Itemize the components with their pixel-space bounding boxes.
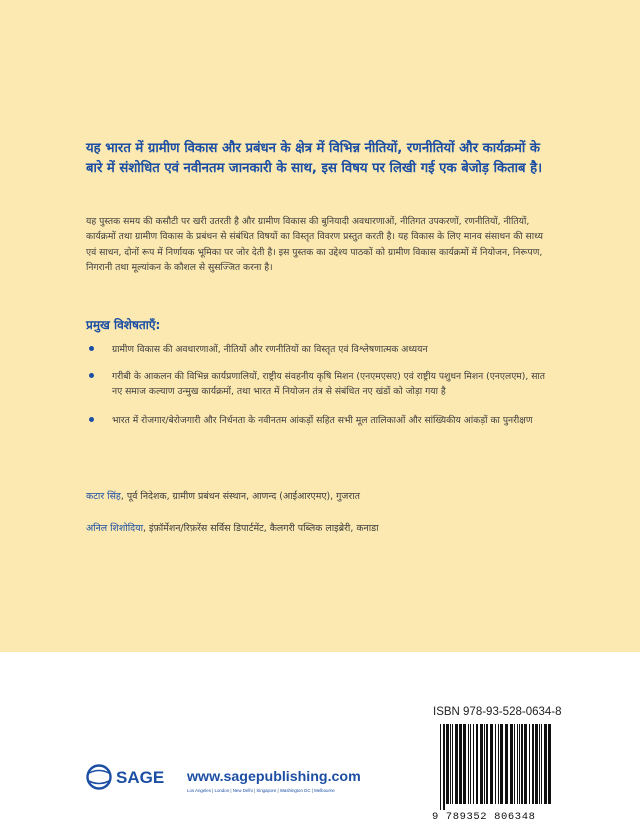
author-details: , पूर्व निदेशक, ग्रामीण प्रबंधन संस्थान, आणन्द (आईआरएमए), गुजरात (120, 491, 360, 502)
feature-item (86, 342, 556, 357)
isbn-label: ISBN 978-93-528-0634-8 (433, 706, 562, 718)
feature-text: गरीबी के आकलन की विभिन्न कार्यप्रणालियों, राष्ट्रीय संवहनीय कृषि मिशन (एनएमएसए) एवं राष्ट्रीय पशुधन मिशन (एनएलएम), सात नए समाज कल्याण उन्मुख कार्यक्रमों, तथा भारत में नियोजन तंत्र से संबंधित नए खंडों को जोड़ा गया है (112, 371, 546, 397)
feature-text: ग्रामीण विकास की अवधारणाओं, नीतियों और रणनीतियों का विस्तृत एवं विश्लेषणात्मक अध्ययन (112, 344, 428, 355)
publisher-cities: Los Angeles | London | New Delhi | Singapore | Washington DC | Melbourne (187, 788, 335, 793)
features-list (86, 342, 556, 442)
bullet-icon (89, 346, 94, 351)
feature-text: भारत में रोजगार/बेरोजगारी और निर्धनता के नवीनतम आंकड़ों सहित सभी मूल तालिकाओं और सांख्यिकीय आंकड़ों का पुनरीक्षण (112, 415, 533, 426)
author-details: , इंफ़ॉर्मेशन/रिफ़रेंस सर्विस डिपार्टमेंट, कैलगरी पब्लिक लाइब्रेरी, कनाडा (143, 523, 379, 534)
features-title: प्रमुख विशेषताएँ: (86, 318, 161, 332)
feature-item (86, 369, 556, 399)
author-line (86, 489, 360, 502)
barcode (432, 722, 556, 810)
bullet-icon (89, 417, 94, 422)
publisher-website[interactable]: www.sagepublishing.com (187, 769, 361, 785)
sage-logo-text: SAGE (116, 768, 165, 787)
sage-logo-icon (86, 764, 116, 790)
barcode-number: 9 789352 806348 (432, 811, 536, 823)
description: यह पुस्तक समय की कसौटी पर खरी उतरती है और ग्रामीण विकास की बुनियादी अवधारणाओं, नीतिगत उपकरणों, रणनीतियों, नीतियों, कार्यक्रमों तथा ग्रामीण विकास के प्रबंधन से संबंधित विषयों का विस्तृत विवरण प्रस्तुत करती है। यह विकास के लिए मानव संसाधन की साध्य एवं साधन, दोनों रूप में निर्णायक भूमिका पर जोर देती है। इस पुस्तक का उद्देश्य पाठकों को ग्रामीण विकास कार्यक्रमों में नियोजन, निरूपण, निगरानी तथा मूल्यांकन के कौशल से सुसज्जित करना है। (86, 216, 543, 274)
feature-item (86, 413, 556, 428)
author-name: कटार सिंह (86, 491, 121, 502)
author-line (86, 521, 379, 534)
bullet-icon (89, 373, 94, 378)
headline: यह भारत में ग्रामीण विकास और प्रबंधन के क्षेत्र में विभिन्न नीतियों, रणनीतियों और कार्यक्रमों के बारे में संशोधित एवं नवीनतम जानकारी के साथ, इस विषय पर लिखी गई एक बेजोड़ किताब है। (86, 141, 543, 176)
author-name: अनिल शिशोदिया (86, 523, 144, 534)
